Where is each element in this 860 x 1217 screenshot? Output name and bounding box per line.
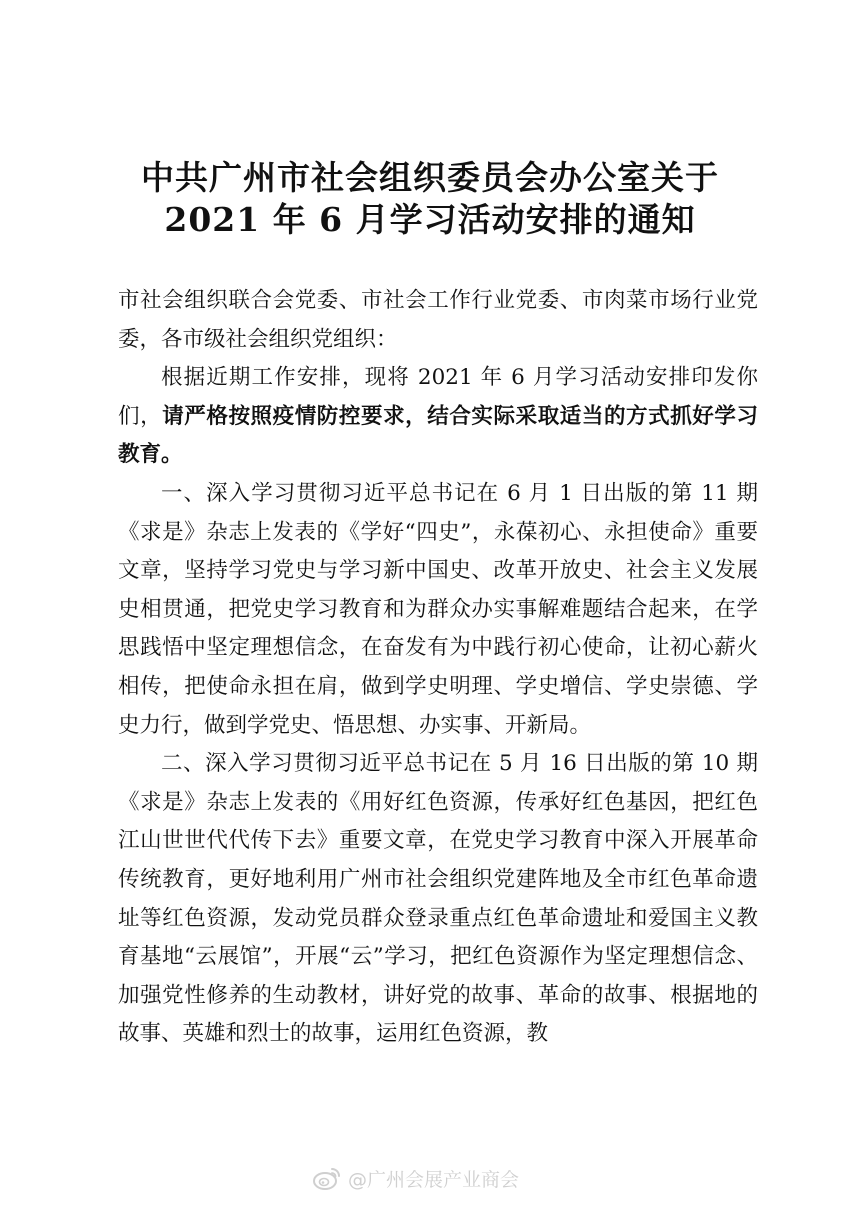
weibo-icon xyxy=(312,1165,342,1191)
document-title-line-1: 中共广州市社会组织委员会办公室关于 xyxy=(141,158,719,197)
item-one-paragraph: 一、深入学习贯彻习近平总书记在 6 月 1 日出版的第 11 期《求是》杂志上发表的《学好“四史”，永葆初心、永担使命》重要文章，坚持学习党史与学习新中国史、改革开放史、社会主义发展史相贯通，把党史学习教育和为群众办实事解难题结合起来，在学思践悟中坚定理想信念，在奋发有为中践行初心使命，让初心薪火相传，把使命永担在肩，做到学史明理、学史增信、学史崇德、学史力行，做到学党史、悟思想、办实事、开新局。 xyxy=(118,480,758,738)
weibo-watermark xyxy=(312,1163,519,1193)
intro-paragraph xyxy=(118,359,758,475)
recipients-paragraph: 市社会组织联合会党委、市社会工作行业党委、市肉菜市场行业党委，各市级社会组织党组织： xyxy=(118,288,758,352)
document-body xyxy=(118,282,758,1054)
intro-text: 根据近期工作安排，现将 2021 年 6 月学习活动安排印发你们， xyxy=(118,365,758,429)
document-title-line-2: 2021 年 6 月学习活动安排的通知 xyxy=(164,200,696,239)
watermark-text: @广州会展产业商会 xyxy=(348,1168,520,1191)
item-two-paragraph: 二、深入学习贯彻习近平总书记在 5 月 16 日出版的第 10 期《求是》杂志上发表的《用好红色资源，传承好红色基因，把红色江山世世代代传下去》重要文章，在党史学习教育中深入开展革命传统教育，更好地利用广州市社会组织党建阵地及全市红色革命遗址等红色资源，发动党员群众登录重点红色革命遗址和爱国主义教育基地“云展馆”，开展“云”学习，把红色资源作为坚定理想信念、加强党性修养的生动教材，讲好党的故事、革命的故事、根据地的故事、英雄和烈士的故事，运用红色资源，教 xyxy=(118,751,758,1047)
intro-emphasis: 请严格按照疫情防控要求，结合实际采取适当的方式抓好学习教育。 xyxy=(118,403,758,468)
